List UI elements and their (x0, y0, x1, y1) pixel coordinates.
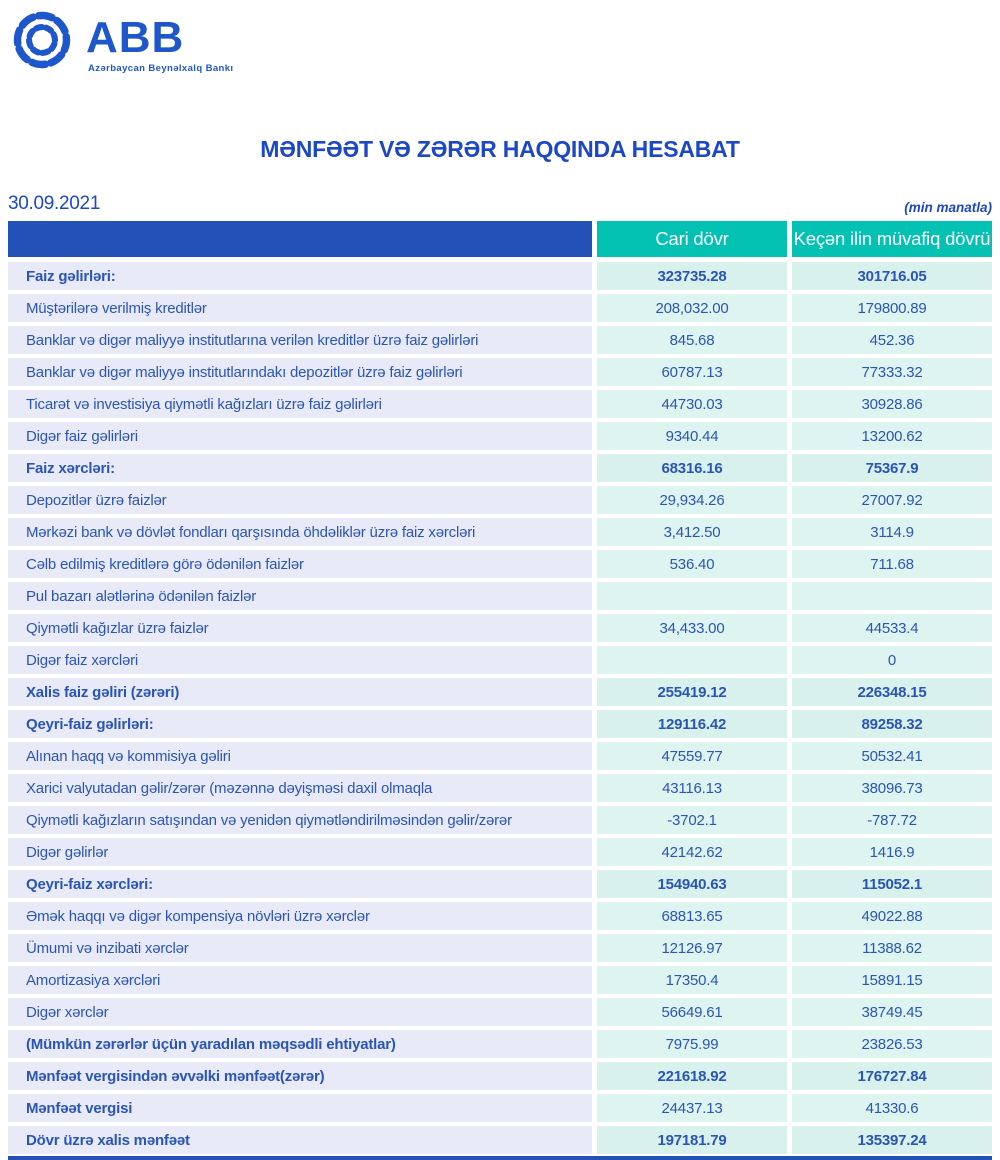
row-value-current: 17350.4 (597, 966, 787, 994)
table-row (8, 358, 992, 386)
row-value-current: 24437.13 (597, 1094, 787, 1122)
row-value-previous: 711.68 (792, 550, 992, 578)
table-row (8, 582, 992, 610)
row-label: Ticarət və investisiya qiymətli kağızları üzrə faiz gəlirləri (8, 390, 592, 418)
row-value-previous: 38096.73 (792, 774, 992, 802)
table-row (8, 646, 992, 674)
row-label: (Mümkün zərərlər üçün yaradılan məqsədli ehtiyatlar) (8, 1030, 592, 1058)
row-value-previous: 13200.62 (792, 422, 992, 450)
row-label: Mənfəət vergisi (8, 1094, 592, 1122)
header-cell-label (8, 221, 592, 257)
profit-loss-table (8, 221, 992, 1160)
table-row (8, 1126, 992, 1154)
row-value-current: 68316.16 (597, 454, 787, 482)
row-label: Depozitlər üzrə faizlər (8, 486, 592, 514)
row-value-current: 536.40 (597, 550, 787, 578)
row-value-previous (792, 582, 992, 610)
table-row (8, 1030, 992, 1058)
unit-note: (min manatla) (904, 200, 992, 215)
row-label: Alınan haqq və kommisiya gəliri (8, 742, 592, 770)
table-row (8, 902, 992, 930)
row-value-previous: 49022.88 (792, 902, 992, 930)
row-value-current: 29,934.26 (597, 486, 787, 514)
row-label: Qiymətli kağızların satışından və yenidən qiymətləndirilməsindən gəlir/zərər (8, 806, 592, 834)
row-value-current: 12126.97 (597, 934, 787, 962)
row-value-previous: 226348.15 (792, 678, 992, 706)
row-value-previous: 115052.1 (792, 870, 992, 898)
row-value-current: 42142.62 (597, 838, 787, 866)
row-value-previous: 135397.24 (792, 1126, 992, 1154)
row-value-current: 56649.61 (597, 998, 787, 1026)
row-value-current: 197181.79 (597, 1126, 787, 1154)
table-row (8, 326, 992, 354)
row-label: Banklar və digər maliyyə institutlarındakı depozitlər üzrə faiz gəlirləri (8, 358, 592, 386)
row-value-previous: 89258.32 (792, 710, 992, 738)
row-value-current (597, 646, 787, 674)
table-header-row (8, 221, 992, 257)
row-value-current: 47559.77 (597, 742, 787, 770)
header-cell-previous-period: Keçən ilin müvafiq dövrü (792, 221, 992, 257)
table-row (8, 486, 992, 514)
table-row (8, 998, 992, 1026)
table-row (8, 838, 992, 866)
table-row (8, 806, 992, 834)
row-value-previous: 11388.62 (792, 934, 992, 962)
table-row (8, 678, 992, 706)
row-label: Xalis faiz gəliri (zərəri) (8, 678, 592, 706)
row-value-previous: 452.36 (792, 326, 992, 354)
row-label: Dövr üzrə xalis mənfəət (8, 1126, 592, 1154)
row-label: Mərkəzi bank və dövlət fondları qarşısında öhdəliklər üzrə faiz xərcləri (8, 518, 592, 546)
row-value-previous: 0 (792, 646, 992, 674)
row-label: Cəlb edilmiş kreditlərə görə ödənilən faizlər (8, 550, 592, 578)
meta-row (8, 193, 992, 215)
row-value-current: 129116.42 (597, 710, 787, 738)
row-value-previous: -787.72 (792, 806, 992, 834)
row-value-previous: 30928.86 (792, 390, 992, 418)
row-label: Əmək haqqı və digər kompensiya növləri üzrə xərclər (8, 902, 592, 930)
row-value-previous: 176727.84 (792, 1062, 992, 1090)
row-value-previous: 41330.6 (792, 1094, 992, 1122)
row-value-current: 3,412.50 (597, 518, 787, 546)
bank-logo (8, 0, 992, 80)
row-label: Mənfəət vergisindən əvvəlki mənfəət(zərər) (8, 1062, 592, 1090)
row-value-previous: 27007.92 (792, 486, 992, 514)
row-value-current: 255419.12 (597, 678, 787, 706)
row-value-previous: 301716.05 (792, 262, 992, 290)
row-value-previous: 3114.9 (792, 518, 992, 546)
row-label: Banklar və digər maliyyə institutlarına verilən kreditlər üzrə faiz gəlirləri (8, 326, 592, 354)
page-title: MƏNFƏƏT VƏ ZƏRƏR HAQQINDA HESABAT (260, 136, 740, 162)
table-row (8, 870, 992, 898)
row-label: Pul bazarı alətlərinə ödənilən faizlər (8, 582, 592, 610)
row-label: Xarici valyutadan gəlir/zərər (məzənnə dəyişməsi daxil olmaqla (8, 774, 592, 802)
row-value-current: 221618.92 (597, 1062, 787, 1090)
logo-text-block (86, 6, 233, 74)
row-value-previous: 1416.9 (792, 838, 992, 866)
row-label: Ümumi və inzibati xərclər (8, 934, 592, 962)
row-value-current: 208,032.00 (597, 294, 787, 322)
row-value-current: 44730.03 (597, 390, 787, 418)
table-row (8, 454, 992, 482)
table-row (8, 966, 992, 994)
row-label: Faiz xərcləri: (8, 454, 592, 482)
row-label: Digər faiz gəlirləri (8, 422, 592, 450)
row-label: Qeyri-faiz xərcləri: (8, 870, 592, 898)
table-row (8, 614, 992, 642)
row-label: Digər xərclər (8, 998, 592, 1026)
table-row (8, 518, 992, 546)
table-row (8, 774, 992, 802)
row-value-previous: 77333.32 (792, 358, 992, 386)
row-value-previous: 23826.53 (792, 1030, 992, 1058)
row-value-previous: 44533.4 (792, 614, 992, 642)
row-value-current: 154940.63 (597, 870, 787, 898)
footer-bar (8, 1156, 992, 1160)
table-row (8, 390, 992, 418)
logo-subtitle: Azərbaycan Beynəlxalq Bankı (88, 63, 234, 74)
row-value-current (597, 582, 787, 610)
row-label: Digər faiz xərcləri (8, 646, 592, 674)
row-value-previous: 75367.9 (792, 454, 992, 482)
row-label: Qeyri-faiz gəlirləri: (8, 710, 592, 738)
row-value-previous: 179800.89 (792, 294, 992, 322)
logo-abbr: ABB (86, 13, 185, 62)
table-row (8, 934, 992, 962)
row-value-current: 9340.44 (597, 422, 787, 450)
row-value-current: 845.68 (597, 326, 787, 354)
row-value-previous: 50532.41 (792, 742, 992, 770)
row-label: Amortizasiya xərcləri (8, 966, 592, 994)
row-value-previous: 38749.45 (792, 998, 992, 1026)
row-value-current: 43116.13 (597, 774, 787, 802)
table-row (8, 262, 992, 290)
table-row (8, 294, 992, 322)
table-row (8, 742, 992, 770)
report-date: 30.09.2021 (8, 193, 101, 214)
table-body (8, 262, 992, 1154)
table-row (8, 422, 992, 450)
row-value-current: 323735.28 (597, 262, 787, 290)
row-label: Faiz gəlirləri: (8, 262, 592, 290)
abb-swirl-icon (8, 6, 76, 74)
row-value-current: 60787.13 (597, 358, 787, 386)
row-value-previous: 15891.15 (792, 966, 992, 994)
row-label: Müştərilərə verilmiş kreditlər (8, 294, 592, 322)
table-row (8, 1062, 992, 1090)
row-value-current: 7975.99 (597, 1030, 787, 1058)
header-cell-current-period: Cari dövr (597, 221, 787, 257)
row-value-current: -3702.1 (597, 806, 787, 834)
table-row (8, 550, 992, 578)
row-label: Qiymətli kağızlar üzrə faizlər (8, 614, 592, 642)
table-row (8, 1094, 992, 1122)
row-value-current: 68813.65 (597, 902, 787, 930)
table-row (8, 710, 992, 738)
row-label: Digər gəlirlər (8, 838, 592, 866)
row-value-current: 34,433.00 (597, 614, 787, 642)
